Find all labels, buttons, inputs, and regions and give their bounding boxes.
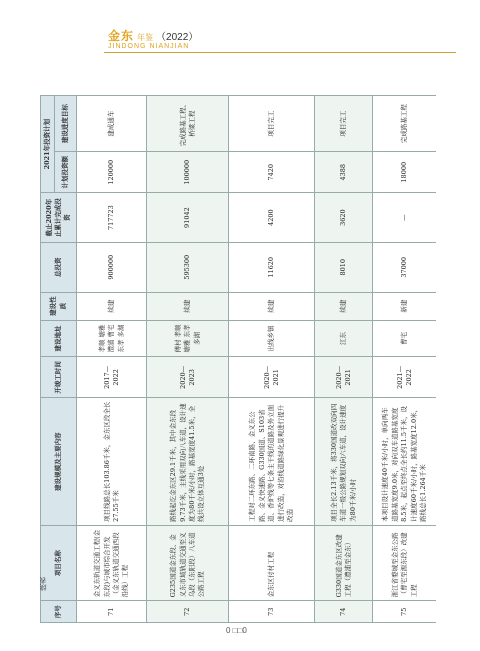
row-plan-amount: 120000 (77, 152, 147, 193)
row-scale: 路线起讫金东区29.1千米，其中金东段9.73千米，主线采用双向八车道，设计速度为80千米/小时，路基宽度41.5米，全线共设立体互通3处 (147, 398, 229, 525)
row-seq: 73 (229, 601, 315, 623)
row-plan-amount: 18000 (373, 152, 436, 193)
row-done: — (373, 193, 436, 243)
row-name: G330国道金东区改建工程（澧浦至金东） (315, 525, 373, 601)
row-done: 91042 (147, 193, 229, 243)
table-row (229, 96, 315, 623)
row-name: 浙江省婺城至金东公路（曹宅至源东段）改建工程 (373, 525, 436, 601)
row-total: 595300 (147, 242, 229, 292)
row-nature: 续建 (147, 292, 229, 320)
table-row (77, 96, 147, 623)
row-plan-amount: 100000 (147, 152, 229, 193)
table-row (147, 96, 229, 623)
yearbook-header (108, 27, 198, 44)
row-plan-target: 项目完工 (315, 96, 373, 152)
row-location: 孝顺 塘雅 澧浦 曹宅 东孝 多湖 (77, 320, 147, 357)
row-seq: 74 (315, 601, 373, 623)
row-done: 717723 (77, 193, 147, 243)
row-location: 傅村 孝顺 塘雅 东孝 多湖 (147, 320, 229, 357)
row-plan-target: 完成路基工程 (373, 96, 436, 152)
row-total: 900000 (77, 242, 147, 292)
row-location: 江东 (315, 320, 373, 357)
row-period: 2020—2021 (315, 357, 373, 398)
row-scale: 项目全长2.13千米，将330国道改双向四车道一级公路规划双向六车道，设计速度为80千米/小时 (315, 398, 373, 525)
row-done: 4200 (229, 193, 315, 243)
row-location: 出线乡镇 (229, 320, 315, 357)
row-seq: 71 (77, 601, 147, 623)
row-scale: 本项目设计速度40千米/小时，单向两车道路基宽度9.0米，对向双车道路基宽度8.5米，起点至终点全长约11.5千米，设计速度60千米/小时，路基宽度12.0米，路线总长1.264千米 (373, 398, 436, 525)
row-period: 2021—2022 (373, 357, 436, 398)
header-plan-amount: 计划投资额 (55, 152, 77, 193)
header-scale: 建设规模及主要内容 (41, 398, 77, 525)
row-plan-target: 项目完工 (229, 96, 315, 152)
row-nature: 续建 (77, 292, 147, 320)
row-period: 2020—2023 (147, 357, 229, 398)
row-total: 37000 (373, 242, 436, 292)
header-name: 项目名称 (41, 525, 77, 601)
yearbook-logo: 金东 (108, 29, 135, 43)
header-seq: 序号 (41, 601, 77, 623)
yearbook-logo-suffix: 年鉴 (137, 33, 154, 42)
investment-table (40, 95, 436, 623)
row-scale: 项目线路总长103.86千米，金东区段全长27.55千米 (77, 398, 147, 525)
row-nature: 续建 (229, 292, 315, 320)
row-seq: 72 (147, 601, 229, 623)
header-plan-target: 建设进度目标 (55, 96, 77, 152)
row-seq: 75 (373, 601, 436, 623)
table-row (315, 96, 373, 623)
row-period: 2020—2021 (229, 357, 315, 398)
row-plan-target: 完成路基工程、桥梁工程 (147, 96, 229, 152)
header-nature: 建设性质 (41, 292, 77, 320)
yearbook-year: （2022） (156, 32, 199, 43)
row-scale: 工程对二环东路、二环南路、金义东公路、金义快速路、G330国道、S103省道、香炉线等七条主干线的道路及外立面进行改造，对沿线道路绿化景观进行提升改造 (229, 398, 315, 525)
header-plan-group: 2021年投资计划 (41, 96, 55, 193)
row-name: 金义东轨道交通工程(金东段)与城市综合开发（金义东轨道交通西段沿线）工程 (77, 525, 147, 601)
row-nature: 新建 (373, 292, 436, 320)
row-plan-amount: 4388 (315, 152, 373, 193)
row-name: G235国道金东段、金义东市域轨道交通至义乌段（东阳段）八车道公路工程 (147, 525, 229, 601)
page-number: 0 □□0 (226, 626, 247, 635)
row-period: 2017—2022 (77, 357, 147, 398)
row-total: 8010 (315, 242, 373, 292)
header-period: 开竣工时间 (41, 357, 77, 398)
row-plan-amount: 7420 (229, 152, 315, 193)
header-total: 总投资 (41, 242, 77, 292)
yearbook-pinyin: JINDONG NIANJIAN (108, 43, 190, 50)
header-location: 建设地址 (41, 320, 77, 357)
table-row (373, 96, 436, 623)
header-divider (104, 52, 456, 53)
header-done: 截止2020年止累计完成投资 (41, 193, 77, 243)
row-done: 3620 (315, 193, 373, 243)
continued-label: 续表 (39, 577, 47, 591)
row-plan-target: 建成通车 (77, 96, 147, 152)
row-nature: 续建 (315, 292, 373, 320)
row-total: 11620 (229, 242, 315, 292)
row-location: 曹宅 (373, 320, 436, 357)
row-name: 金东区付村工程 (229, 525, 315, 601)
investment-table-frame (40, 95, 436, 623)
